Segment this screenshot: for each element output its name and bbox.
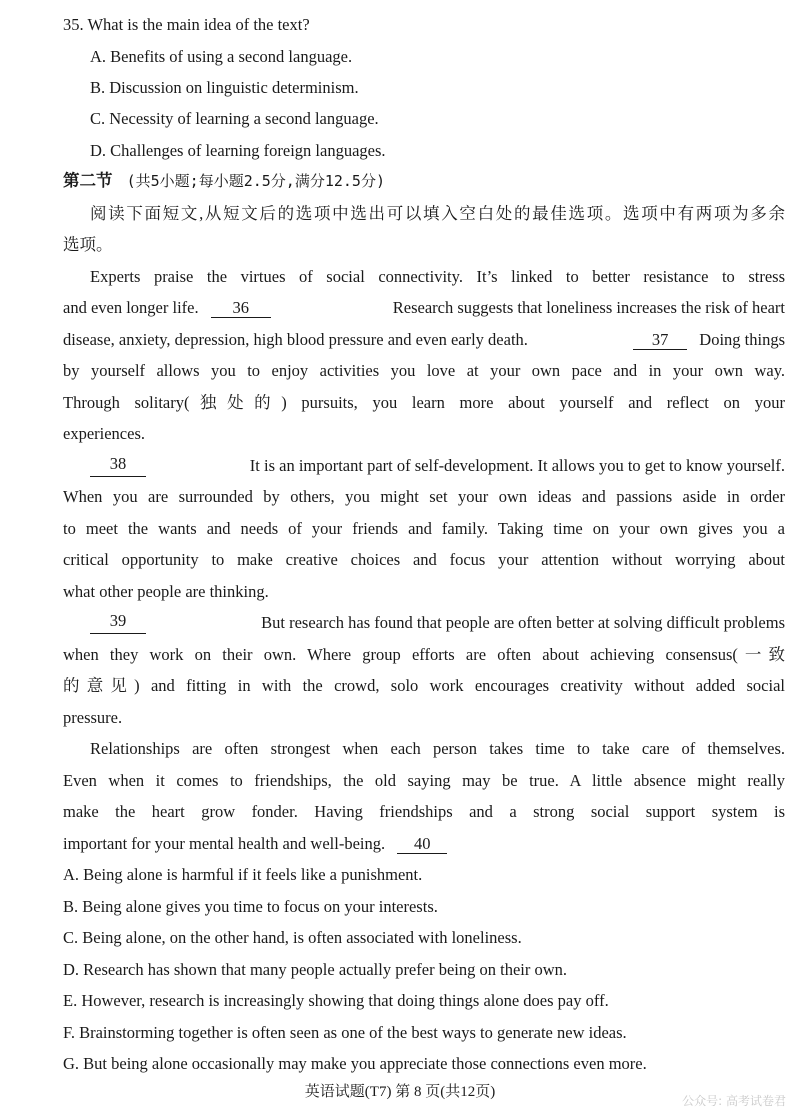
section-instruction: 阅读下面短文,从短文后的选项中选出可以填入空白处的最佳选项。选项中有两项为多余 <box>90 204 785 223</box>
q35-option-d: D. Challenges of learning foreign languages. <box>90 141 386 160</box>
choice-a: A. Being alone is harmful if it feels like a punishment. <box>63 865 423 884</box>
passage-text: and even longer life. <box>63 298 199 317</box>
blank-37: 37 <box>633 331 687 350</box>
blank-39: 39 <box>90 612 146 634</box>
passage-line: when they work on their own. Where group efforts are often about achieving consensus(一致 <box>63 645 785 664</box>
passage-line: to meet the wants and needs of your friends and family. Taking time on your own gives you a <box>63 519 785 538</box>
passage-text: It is an important part of self-development. It allows you to get to know yourself. <box>249 456 785 475</box>
q35-option-b: B. Discussion on linguistic determinism. <box>90 78 359 97</box>
blank-38: 38 <box>90 455 146 477</box>
passage-text: disease, anxiety, depression, high blood pressure and even early death. <box>63 330 528 349</box>
passage-text: Research suggests that loneliness increases the risk of heart <box>392 298 785 317</box>
passage-line: Through solitary(独处的) pursuits, you learn more about yourself and reflect on your <box>63 393 785 412</box>
blank-40: 40 <box>397 835 447 854</box>
passage-line: Relationships are often strongest when each person takes time to take care of themselves. <box>90 739 785 758</box>
passage-line <box>90 455 785 477</box>
section-note: (共5小题;每小题2.5分,满分12.5分) <box>126 172 385 190</box>
passage-text: Doing things <box>699 330 785 349</box>
passage-line: by yourself allows you to enjoy activities you love at your own pace and in your own way. <box>63 361 785 380</box>
passage-line: Experts praise the virtues of social connectivity. It’s linked to better resistance to stress <box>90 267 785 286</box>
passage-line: what other people are thinking. <box>63 582 269 601</box>
choice-c: C. Being alone, on the other hand, is often associated with loneliness. <box>63 928 522 947</box>
passage-line: experiences. <box>63 424 145 443</box>
page-footer: 英语试题(T7) 第 8 页(共12页) <box>304 1084 496 1100</box>
passage-text: But research has found that people are often better at solving difficult problems <box>261 613 785 632</box>
passage-line: critical opportunity to make creative choices and focus your attention without worrying about <box>63 550 785 569</box>
choice-f: F. Brainstorming together is often seen as one of the best ways to generate new ideas. <box>63 1023 627 1042</box>
passage-line <box>63 329 785 351</box>
section-title: 第二节 <box>63 171 113 190</box>
choice-g: G. But being alone occasionally may make you appreciate those connections even more. <box>63 1054 647 1073</box>
passage-line: 的意见) and fitting in with the crowd, solo work encourages creativity without added social <box>63 676 785 695</box>
passage-line <box>63 833 447 855</box>
passage-line: Even when it comes to friendships, the old saying may be true. A little absence might really <box>63 771 785 790</box>
passage-text: important for your mental health and well-being. <box>63 834 386 853</box>
blank-36: 36 <box>211 299 271 318</box>
choice-b: B. Being alone gives you time to focus on your interests. <box>63 897 438 916</box>
question-35: 35. What is the main idea of the text? <box>63 15 310 34</box>
passage-line <box>63 297 785 319</box>
q35-option-a: A. Benefits of using a second language. <box>90 47 353 66</box>
watermark: 公众号: 高考试卷君 <box>682 1094 786 1108</box>
passage-line <box>90 612 785 634</box>
q35-option-c: C. Necessity of learning a second language. <box>90 109 379 128</box>
passage-line: make the heart grow fonder. Having friendships and a strong social support system is <box>63 802 785 821</box>
choice-e: E. However, research is increasingly showing that doing things alone does pay off. <box>63 991 609 1010</box>
passage-line: When you are surrounded by others, you might set your own ideas and passions aside in order <box>63 487 785 506</box>
section-header <box>63 170 385 192</box>
passage-line: pressure. <box>63 708 123 727</box>
section-instruction-cont: 选项。 <box>63 235 113 254</box>
choice-d: D. Research has shown that many people actually prefer being on their own. <box>63 960 568 979</box>
